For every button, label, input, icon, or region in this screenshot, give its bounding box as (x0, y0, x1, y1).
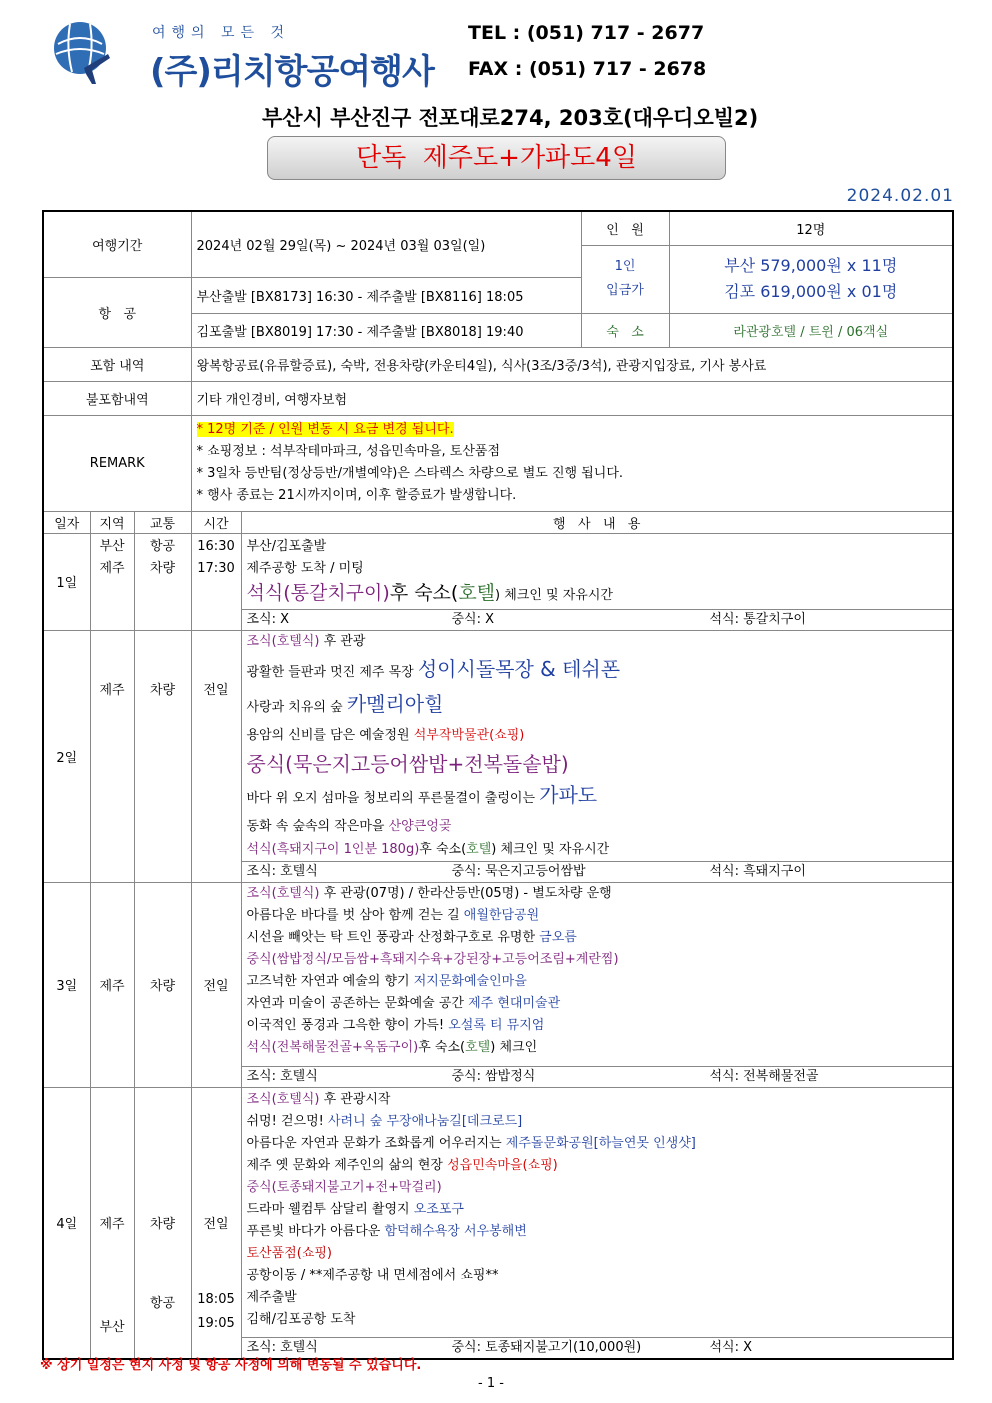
flight-outbound: 부산출발 [BX8173] 16:30 - 제주출발 [BX8116] 18:05 (191, 277, 581, 313)
price-label: 1인 입금가 (581, 245, 669, 313)
company-address: 부산시 부산진구 전포대로274, 203호(대우디오빌2) (262, 106, 759, 130)
period-value: 2024년 02월 29일(목) ~ 2024년 03월 03일(일) (191, 211, 581, 277)
day-3-label: 3일 (43, 882, 90, 1087)
period-label: 여행기간 (43, 211, 191, 277)
day-4-label: 4일 (43, 1087, 90, 1359)
day-2-transport: 차량 (134, 630, 191, 882)
remark-list: * 12명 기준 / 인원 변동 시 요금 변경 됩니다. * 쇼핑정보 : 석부작테마파크, 성읍민속마을, 토산품점 * 3일차 등반팀(정상등반/개별예약)은 스타렉스 차량으로 별도 진행 됩니다. * 행사 종료는 21시까지이며, 이후 할증료가 발생합니다. (191, 415, 953, 511)
page-number: - 1 - (478, 1376, 504, 1391)
footnote: ※ 상기 일정은 현지 사정 및 항공 사정에 의해 변동될 수 있습니다. (40, 1358, 422, 1373)
day-1-time: 16:30 17:30 (191, 533, 241, 630)
phone-number: TEL : (051) 717 - 2677 (468, 22, 705, 44)
day-2-region: 제주 (90, 630, 134, 882)
day-3-schedule: 조식(호텔식) 후 관광(07명) / 한라산등반(05명) - 별도차량 운행 아름다운 바다를 벗 삼아 함께 걷는 길 애월한담공원 시선을 빼앗는 탁 트인 풍광과 산정화구호로 유명한 금오름 중식(쌈밥정식/모듬쌈+흑돼지수육+강된장+고등어조림+계란찜) 고즈넉한 자연과 예술의 향기 저지문화예술인마을 자연과 미술이 공존하는 문화예술 공간 제주 현대미술관 이국적인 풍경과 그윽한 향이 가득! 오설록 티 뮤지엄 석식(전복해물전골+옥돔구이)후 숙소(호텔) 체크인 (241, 882, 953, 1066)
excluded-label: 불포함내역 (43, 381, 191, 415)
included-value: 왕복항공료(유류할증료), 숙박, 전용차량(카운티4일), 식사(3조/3중/3석), 관광지입장료, 기사 봉사료 (191, 347, 953, 381)
people-value: 12명 (669, 211, 953, 245)
remark-highlight: * 12명 기준 / 인원 변동 시 요금 변경 됩니다. (196, 422, 454, 437)
excluded-value: 기타 개인경비, 여행자보험 (191, 381, 953, 415)
company-name: (주)리치항공여행사 (150, 52, 434, 92)
day-1-transport: 항공 차량 (134, 533, 191, 630)
flight-return: 김포출발 [BX8019] 17:30 - 제주출발 [BX8018] 19:40 (191, 313, 581, 347)
day-1-region: 부산 제주 (90, 533, 134, 630)
day-1-schedule: 부산/김포출발 제주공항 도착 / 미팅 석식(통갈치구이)후 숙소(호텔) 체크인 및 자유시간 (241, 533, 953, 609)
day-2-meals: 조식: 호텔식 중식: 묵은지고등어쌈밥 석식: 흑돼지구이 (241, 861, 953, 882)
col-content: 행 사 내 용 (241, 511, 953, 533)
day-3-region: 제주 (90, 882, 134, 1087)
hotel-value: 라관광호텔 / 트윈 / 06객실 (669, 313, 953, 347)
people-label: 인 원 (581, 211, 669, 245)
flight-label: 항 공 (43, 277, 191, 347)
day-4-transport: 차량 항공 (134, 1087, 191, 1359)
included-label: 포함 내역 (43, 347, 191, 381)
col-day: 일자 (43, 511, 90, 533)
day-2-label: 2일 (43, 630, 90, 882)
col-time: 시간 (191, 511, 241, 533)
hotel-label: 숙 소 (581, 313, 669, 347)
day-4-time: 전일 18:05 19:05 (191, 1087, 241, 1359)
itinerary-table (42, 210, 954, 1360)
day-4-schedule: 조식(호텔식) 후 관광시작 쉬멍! 걷으멍! 사려니 숲 무장애나눔길[데크로드] 아름다운 자연과 문화가 조화롭게 어우러지는 제주돌문화공원[하늘연못 인생샷] 제주 옛 문화와 제주인의 삶의 현장 성읍민속마을(쇼핑) 중식(토종돼지불고기+전+막걸리) 드라마 웰컴투 삼달리 촬영지 오조포구 푸른빛 바다가 아름다운 함덕해수욕장 서우봉해변 토산품점(쇼핑) 공항이동 / **제주공항 내 면세점에서 쇼핑** 제주출발 김해/김포공항 도착 (241, 1087, 953, 1337)
col-region: 지역 (90, 511, 134, 533)
day-4-meals: 조식: 호텔식 중식: 토종돼지불고기(10,000원) 석식: X (241, 1337, 953, 1359)
day-4-region: 제주 부산 (90, 1087, 134, 1359)
slogan: 여행의 모든 것 (152, 25, 291, 41)
day-1-meals: 조식: X 중식: X 석식: 통갈치구이 (241, 609, 953, 630)
remark-label: REMARK (43, 415, 191, 511)
day-2-schedule: 조식(호텔식) 후 관광 광활한 들판과 멋진 제주 목장 성이시돌목장 & 테쉬폰 사랑과 치유의 숲 카멜리아힐 용암의 신비를 담은 예술정원 석부작박물관(쇼핑) 중식(묵은지고등어쌈밥+전복돌솥밥) 바다 위 오지 섬마을 청보리의 푸른물결이 출렁이는 가파도 동화 속 숲속의 작은마을 산양큰엉곶 석식(흑돼지구이 1인분 180g)후 숙소(호텔) 체크인 및 자유시간 (241, 630, 953, 861)
day-1-label: 1일 (43, 533, 90, 630)
day-3-time: 전일 (191, 882, 241, 1087)
fax-number: FAX : (051) 717 - 2678 (468, 58, 707, 80)
price-value: 부산 579,000원 x 11명 김포 619,000원 x 01명 (669, 245, 953, 313)
day-3-transport: 차량 (134, 882, 191, 1087)
tour-title: 단독 제주도+가파도4일 (267, 136, 726, 180)
day-2-time: 전일 (191, 630, 241, 882)
document-date: 2024.02.01 (846, 186, 954, 206)
company-logo-icon (52, 14, 110, 86)
col-transport: 교통 (134, 511, 191, 533)
day-3-meals: 조식: 호텔식 중식: 쌈밥정식 석식: 전복해물전골 (241, 1066, 953, 1087)
